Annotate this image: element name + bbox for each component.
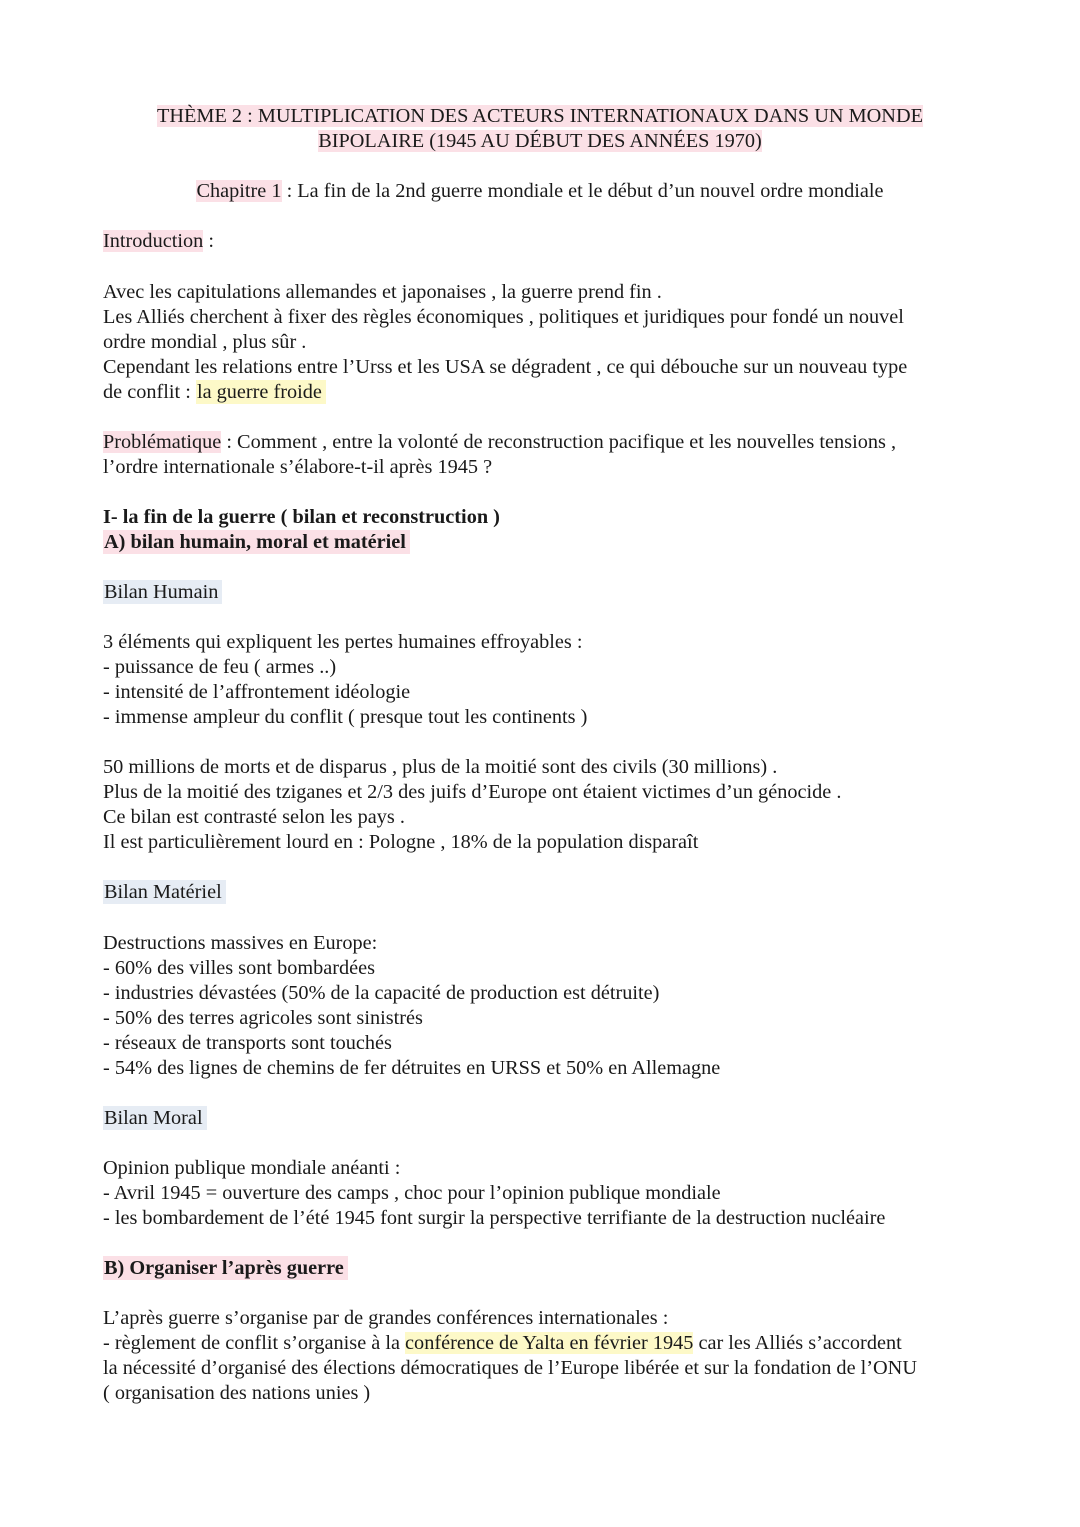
list-item: - 54% des lignes de chemins de fer détruites en URSS et 50% en Allemagne [103, 1057, 721, 1079]
bilan-moral-intro: Opinion publique mondiale anéanti : [103, 1157, 401, 1179]
bilan-humain-heading: Bilan Humain [103, 580, 222, 605]
problematique-line-1: Problématique : Comment , entre la volonté de reconstruction pacifique et les nouvelles tensions , [103, 431, 897, 453]
bilan-moral-heading: Bilan Moral [103, 1106, 207, 1131]
list-item: - 50% des terres agricoles sont sinistrés [103, 1007, 423, 1029]
bilan-materiel-heading: Bilan Matériel [103, 880, 226, 905]
guerre-froide-highlight: la guerre froide [196, 380, 326, 404]
section-b-line-1: - règlement de conflit s’organise à la conférence de Yalta en février 1945 car les Alliés s’accordent [103, 1332, 902, 1354]
problematique-line-2: l’ordre internationale s’élabore-t-il après 1945 ? [103, 456, 493, 478]
intro-line-4: Cependant les relations entre l’Urss et les USA se dégradent , ce qui débouche sur un nouveau type [103, 356, 908, 378]
theme-title-line2: BIPOLAIRE (1945 AU DÉBUT DES ANNÉES 1970) [318, 130, 762, 152]
list-item: - immense ampleur du conflit ( presque tout les continents ) [103, 706, 588, 728]
list-item: - intensité de l’affrontement idéologie [103, 681, 411, 703]
section-b-title: B) Organiser l’après guerre [103, 1256, 348, 1281]
intro-line-2: Les Alliés cherchent à fixer des règles économiques , politiques et juridiques pour fondé un nouvel [103, 306, 904, 328]
section-b-intro: L’après guerre s’organise par de grandes conférences internationales : [103, 1307, 669, 1329]
list-item: - puissance de feu ( armes ..) [103, 656, 337, 678]
theme-title-line1: THÈME 2 : MULTIPLICATION DES ACTEURS INTERNATIONAUX DANS UN MONDE [157, 105, 923, 127]
list-item: - industries dévastées (50% de la capacité de production est détruite) [103, 982, 660, 1004]
list-item: - réseaux de transports sont touchés [103, 1032, 392, 1054]
bilan-materiel-intro: Destructions massives en Europe: [103, 932, 378, 954]
section-1a-title: A) bilan humain, moral et matériel [103, 530, 410, 555]
intro-line-5: de conflit : la guerre froide [103, 380, 326, 405]
chapter-heading [0, 179, 1080, 204]
intro-line-3: ordre mondial , plus sûr . [103, 331, 307, 353]
list-item: - les bombardement de l’été 1945 font surgir la perspective terrifiante de la destruction nucléaire [103, 1207, 886, 1229]
yalta-highlight: conférence de Yalta en février 1945 [405, 1332, 694, 1354]
list-item: - Avril 1945 = ouverture des camps , choc pour l’opinion publique mondiale [103, 1182, 721, 1204]
paragraph-line: Il est particulièrement lourd en : Pologne , 18% de la population disparaît [103, 831, 699, 853]
intro-line-1: Avec les capitulations allemandes et japonaises , la guerre prend fin . [103, 281, 662, 303]
section-b-line-3: ( organisation des nations unies ) [103, 1382, 371, 1404]
bilan-humain-intro: 3 éléments qui expliquent les pertes humaines effroyables : [103, 631, 583, 653]
paragraph-line: 50 millions de morts et de disparus , plus de la moitié sont des civils (30 millions) . [103, 756, 778, 778]
paragraph-line: Plus de la moitié des tziganes et 2/3 des juifs d’Europe ont étaient victimes d’un génocide . [103, 781, 842, 803]
list-item: - 60% des villes sont bombardées [103, 957, 376, 979]
paragraph-line: Ce bilan est contrasté selon les pays . [103, 806, 405, 828]
section-b-line-2: la nécessité d’organisé des élections démocratiques de l’Europe libérée et sur la fondation de l’ONU [103, 1357, 917, 1379]
introduction-heading: Introduction : [103, 230, 214, 252]
section-1-title: I- la fin de la guerre ( bilan et reconstruction ) [103, 506, 500, 528]
problematique-label: Problématique [103, 431, 222, 453]
chapter-label: Chapitre 1 [196, 180, 282, 202]
chapter-title: : La fin de la 2nd guerre mondiale et le début d’un nouvel ordre mondiale [281, 180, 884, 202]
